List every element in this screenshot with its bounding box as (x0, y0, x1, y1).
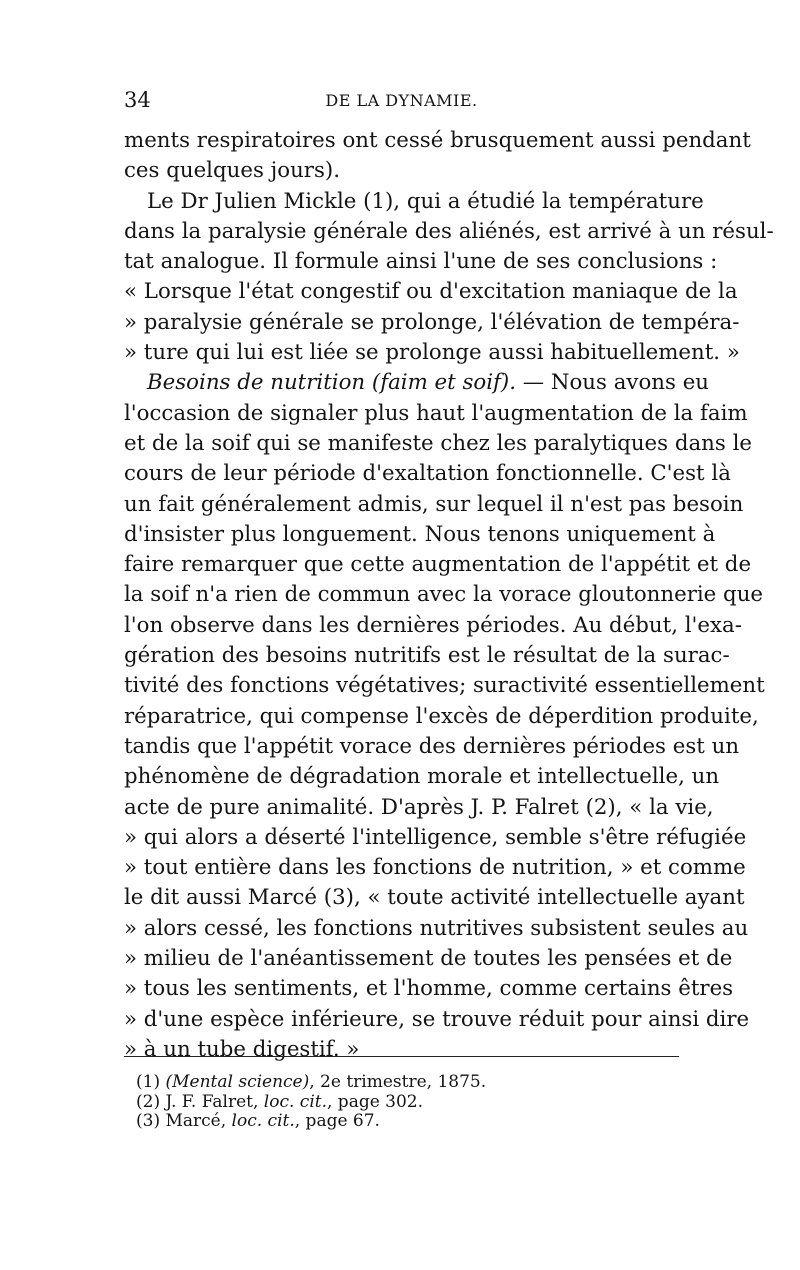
footnote-italic: loc. cit. (263, 1091, 327, 1112)
footnote-marker: (2) (136, 1091, 166, 1112)
footnote-lead: J. F. Falret, (165, 1091, 264, 1112)
text-line: » paralysie générale se prolonge, l'élévation de tempéra- (124, 309, 740, 335)
text-line: et de la soif qui se manifeste chez les paralytiques dans le (124, 430, 753, 456)
text-line: dans la paralysie générale des aliénés, est arrivé à un résul- (124, 218, 774, 244)
footnote-rest: , page 67. (294, 1111, 380, 1131)
footnote (136, 1073, 656, 1093)
text-line: » tout entière dans les fonctions de nutrition, » et comme (124, 855, 746, 881)
text-line: réparatrice, qui compense l'excès de déperdition produite, (124, 703, 759, 729)
text-line: tat analogue. Il formule ainsi l'une de ses conclusions : (124, 249, 718, 275)
text-line: faire remarquer que cette augmentation de l'appétit et de (124, 552, 752, 578)
footnote-italic: (Mental science) (165, 1072, 310, 1092)
text-line: la soif n'a rien de commun avec la vorace gloutonnerie que (124, 582, 764, 608)
text-line: » ture qui lui est liée se prolonge aussi habituellement. » (124, 340, 740, 366)
text-line: Besoins de nutrition (faim et soif). — Nous avons eu (147, 370, 710, 396)
text-line: cours de leur période d'exaltation fonctionnelle. C'est là (124, 461, 731, 487)
footnote-rest: , page 302. (327, 1091, 424, 1112)
text-line: « Lorsque l'état congestif ou d'excitation maniaque de la (124, 279, 738, 305)
text-line: d'insister plus longuement. Nous tenons uniquement à (124, 521, 716, 547)
footnote-rule (124, 1056, 679, 1057)
footnotes (136, 1073, 656, 1132)
page-number: 34 (124, 88, 151, 112)
footnote (136, 1112, 656, 1132)
footnote-lead: Marcé, (165, 1111, 232, 1131)
text-line: un fait généralement admis, sur lequel il n'est pas besoin (124, 491, 744, 517)
footnote-italic: loc. cit. (231, 1111, 295, 1131)
footnote-marker: (1) (136, 1072, 166, 1092)
text-line: acte de pure animalité. D'après J. P. Falret (2), « la vie, (124, 794, 714, 820)
footnote-rest: , 2e trimestre, 1875. (309, 1072, 487, 1092)
text-line: » d'une espèce inférieure, se trouve réduit pour ainsi dire (124, 1006, 750, 1032)
text-line: » alors cessé, les fonctions nutritives subsistent seules au (124, 915, 749, 941)
page-header (124, 88, 679, 120)
text-line: » qui alors a déserté l'intelligence, semble s'être réfugiée (124, 824, 747, 850)
text-line: l'occasion de signaler plus haut l'augmentation de la faim (124, 400, 748, 426)
text-line: » tous les sentiments, et l'homme, comme certains êtres (124, 976, 734, 1002)
text-line: » à un tube digestif. » (124, 1036, 360, 1062)
footnote-marker: (3) (136, 1111, 166, 1131)
text-line: ces quelques jours). (124, 158, 340, 184)
text-line: tivité des fonctions végétatives; suractivité essentiellement (124, 673, 765, 699)
text-line: le dit aussi Marcé (3), « toute activité intellectuelle ayant (124, 885, 745, 911)
text-line: tandis que l'appétit vorace des dernières périodes est un (124, 733, 740, 759)
text-line: gération des besoins nutritifs est le résultat de la surac- (124, 643, 730, 669)
footnote (136, 1093, 656, 1113)
text-line: » milieu de l'anéantissement de toutes les pensées et de (124, 946, 733, 972)
running-title: DE LA DYNAMIE. (325, 91, 478, 110)
body-text (124, 126, 774, 1065)
text-line: Le Dr Julien Mickle (1), qui a étudié la température (147, 188, 704, 214)
text-line: ments respiratoires ont cessé brusquement aussi pendant (124, 128, 751, 153)
text-line: l'on observe dans les dernières périodes. Au début, l'exa- (124, 612, 742, 638)
text-line: phénomène de dégradation morale et intellectuelle, un (124, 764, 720, 790)
